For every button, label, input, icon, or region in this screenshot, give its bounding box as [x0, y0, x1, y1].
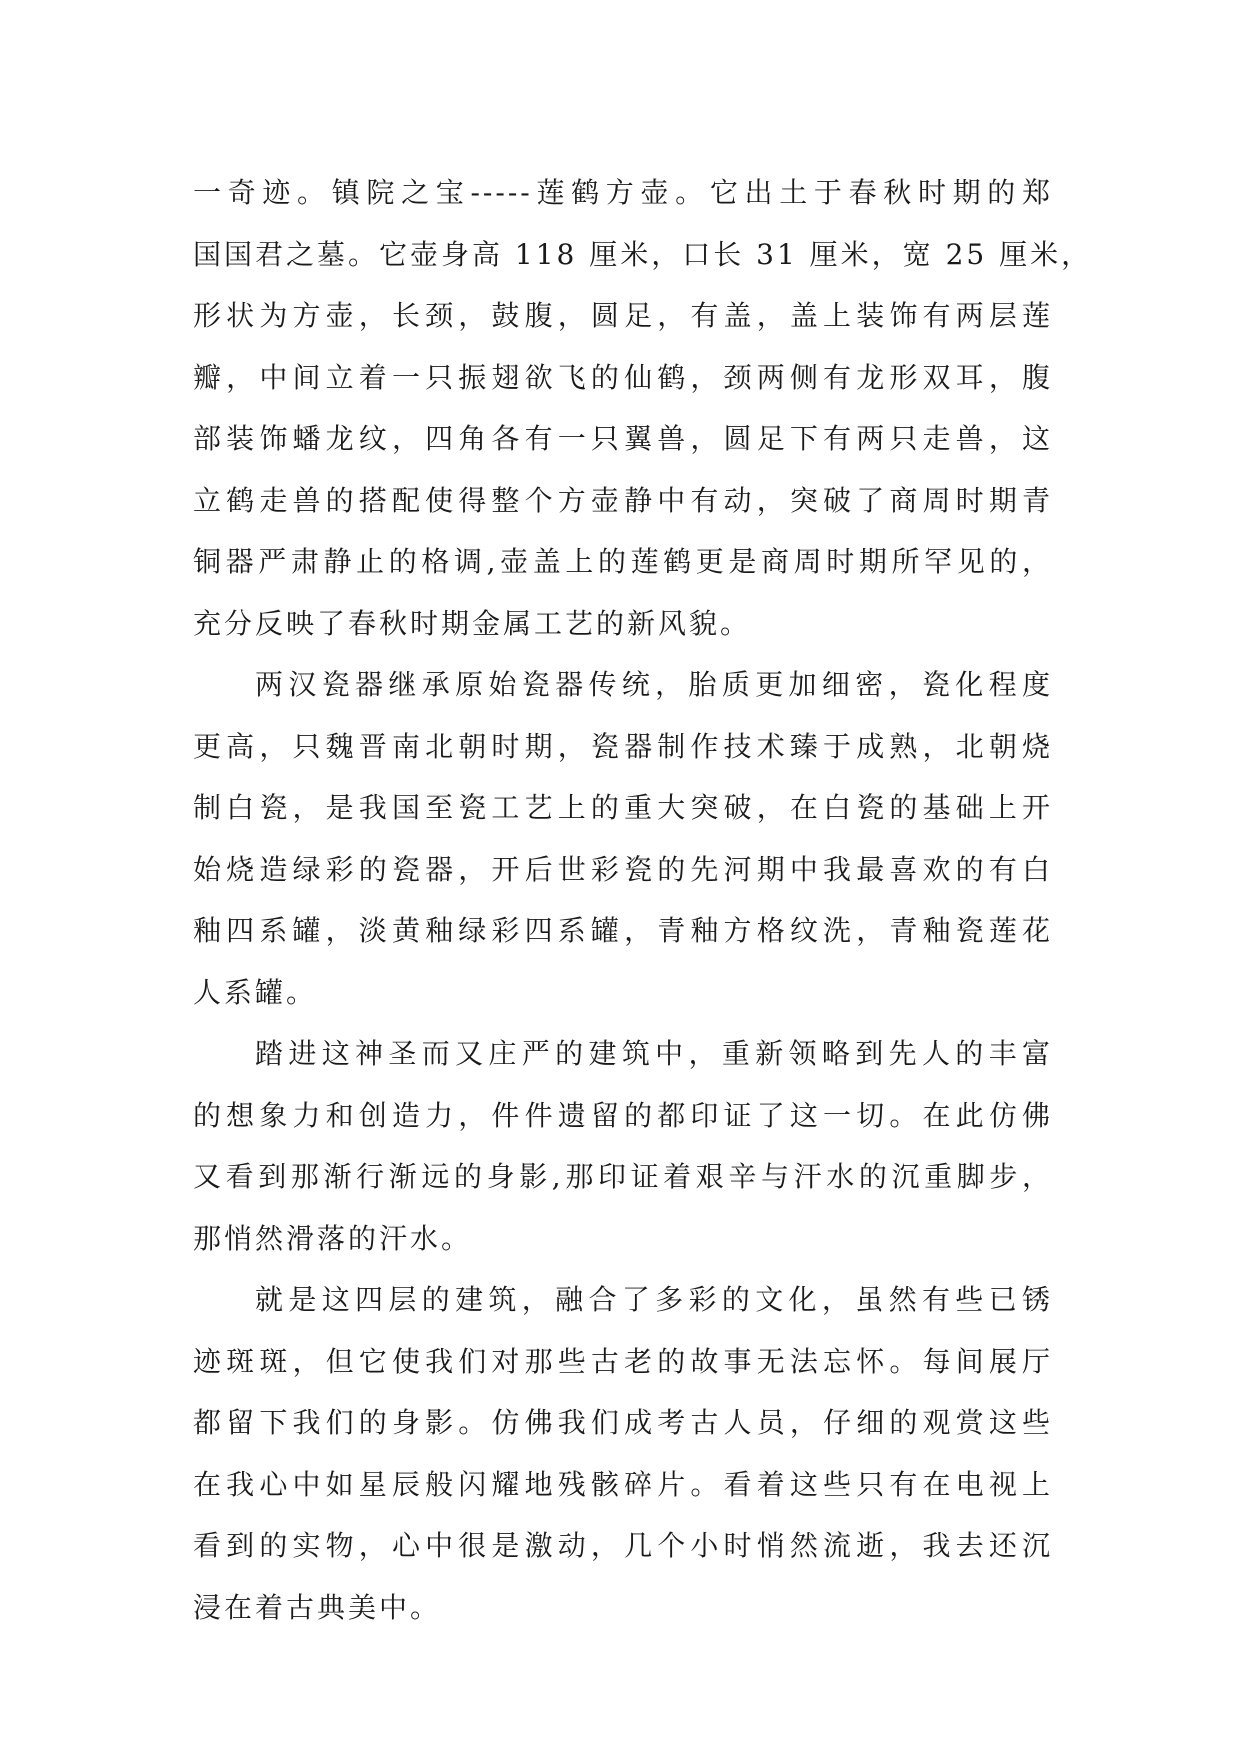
text-line: 釉四系罐，淡黄釉绿彩四系罐，青釉方格纹洗，青釉瓷莲花 — [193, 914, 1053, 947]
text-line: 制白瓷，是我国至瓷工艺上的重大突破，在白瓷的基础上开 — [193, 791, 1053, 824]
text-line: 形状为方壶，长颈，鼓腹，圆足，有盖，盖上装饰有两层莲 — [193, 299, 1053, 332]
text-line: 迹斑斑，但它使我们对那些古老的故事无法忘怀。每间展厅 — [193, 1344, 1053, 1378]
text-line: 铜器严肃静止的格调,壶盖上的莲鹤更是商周时期所罕见的， — [193, 545, 1053, 578]
text-line: 瓣，中间立着一只振翅欲飞的仙鹤，颈两侧有龙形双耳，腹 — [193, 360, 1053, 394]
text-line: 始烧造绿彩的瓷器，开后世彩瓷的先河期中我最喜欢的有白 — [193, 852, 1053, 886]
text-line: 浸在着古典美中。 — [193, 1590, 442, 1624]
text-line: 看到的实物，心中很是激动，几个小时悄然流逝，我去还沉 — [193, 1529, 1053, 1562]
text-line: 都留下我们的身影。仿佛我们成考古人员，仔细的观赏这些 — [193, 1406, 1053, 1439]
text-line: 更高，只魏晋南北朝时期，瓷器制作技术臻于成熟，北朝烧 — [193, 729, 1053, 763]
text-line: 人系罐。 — [193, 975, 318, 1009]
text-line: 那悄然滑落的汗水。 — [193, 1221, 473, 1255]
text-line: 一奇迹。镇院之宝-----莲鹤方壶。它出土于春秋时期的郑 — [193, 176, 1053, 209]
text-line: 国国君之墓。它壶身高 118 厘米，口长 31 厘米，宽 25 厘米， — [193, 237, 1093, 271]
body-text — [193, 162, 1093, 1638]
text-line: 立鹤走兽的搭配使得整个方壶静中有动，突破了商周时期青 — [193, 483, 1053, 517]
text-line: 的想象力和创造力，件件遗留的都印证了这一切。在此仿佛 — [193, 1098, 1053, 1132]
paragraph-first-line: 两汉瓷器继承原始瓷器传统，胎质更加细密，瓷化程度 — [255, 668, 1053, 701]
text-line: 部装饰蟠龙纹，四角各有一只翼兽，圆足下有两只走兽，这 — [193, 422, 1053, 455]
text-line: 又看到那渐行渐远的身影,那印证着艰辛与汗水的沉重脚步， — [193, 1160, 1053, 1193]
paragraph-first-line: 踏进这神圣而又庄严的建筑中，重新领略到先人的丰富 — [255, 1037, 1053, 1070]
text-line: 充分反映了春秋时期金属工艺的新风貌。 — [193, 606, 752, 640]
text-line: 在我心中如星辰般闪耀地残骸碎片。看着这些只有在电视上 — [193, 1467, 1053, 1501]
paragraph-first-line: 就是这四层的建筑，融合了多彩的文化，虽然有些已锈 — [255, 1283, 1053, 1316]
